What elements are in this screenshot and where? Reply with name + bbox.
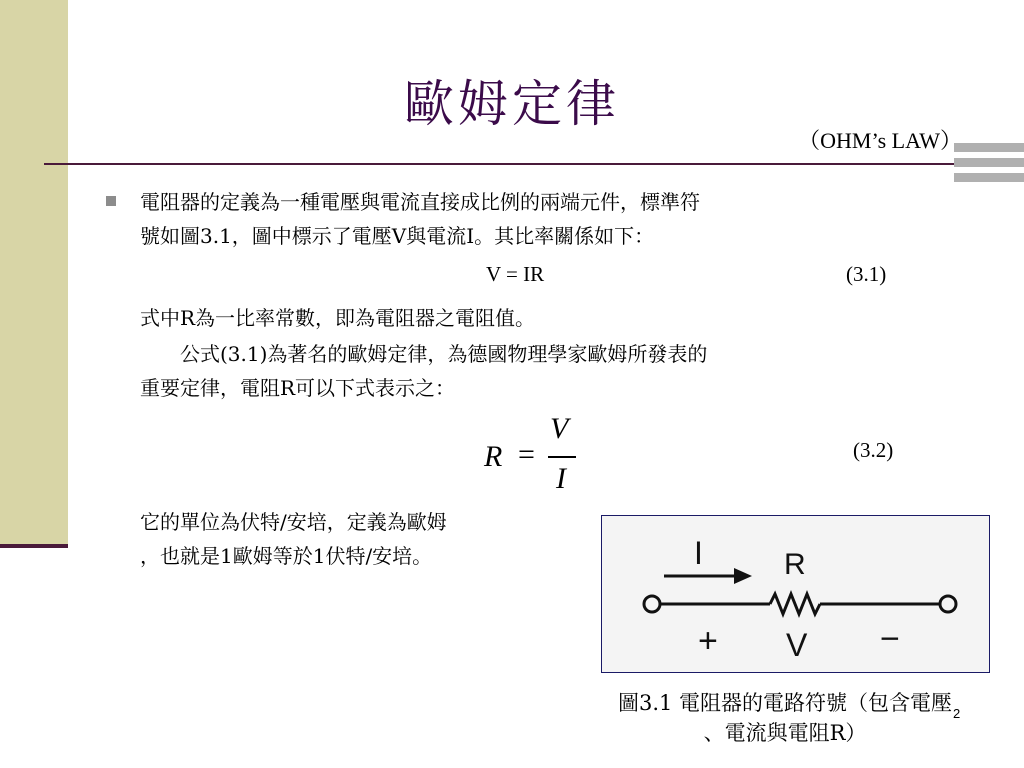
current-arrow-head-icon bbox=[734, 568, 752, 584]
figure-caption bbox=[560, 688, 1010, 748]
para2-line-1: 式中R為一比率常數，即為電阻器之電阻值。 bbox=[140, 306, 536, 330]
equation-2-denominator: I bbox=[556, 462, 566, 495]
page-number: 2 bbox=[953, 706, 961, 721]
terminal-right-icon bbox=[940, 596, 956, 612]
equation-2 bbox=[482, 412, 582, 502]
left-accent-divider bbox=[0, 544, 68, 548]
minus-label: − bbox=[880, 620, 900, 658]
caption-line-2: 、電流與電阻R） bbox=[703, 721, 867, 745]
fraction-bar bbox=[548, 456, 576, 458]
body-line-1: 電阻器的定義為一種電壓與電流直接成比例的兩端元件，標準符 bbox=[140, 190, 700, 214]
resistor-label: R bbox=[784, 548, 806, 581]
slide-title: 歐姆定律 bbox=[404, 75, 620, 133]
current-label: I bbox=[694, 535, 703, 571]
para2-line-2: 公式(3.1)為著名的歐姆定律，為德國物理學家歐姆所發表的 bbox=[140, 342, 708, 366]
equation-2-numerator: V bbox=[550, 412, 569, 445]
resistor-circuit-diagram bbox=[602, 516, 989, 672]
voltage-label: V bbox=[786, 627, 808, 663]
decor-gray-bar-2 bbox=[954, 158, 1024, 167]
para3-line-1: 它的單位為伏特/安培，定義為歐姆 bbox=[140, 510, 447, 534]
body-line-2: 號如圖3.1，圖中標示了電壓V與電流I。其比率關係如下： bbox=[140, 224, 655, 248]
equation-1-number: (3.1) bbox=[846, 262, 887, 286]
decor-gray-bar-3 bbox=[954, 173, 1024, 182]
caption-line-1: 圖3.1 電阻器的電路符號（包含電壓 bbox=[617, 691, 953, 715]
plus-label: + bbox=[698, 622, 718, 660]
resistor-zigzag-icon bbox=[770, 594, 820, 614]
para2-line-3: 重要定律，電阻R可以下式表示之： bbox=[140, 376, 456, 400]
bullet-square-icon bbox=[106, 196, 116, 206]
resistor-circuit-figure bbox=[601, 515, 990, 673]
terminal-left-icon bbox=[644, 596, 660, 612]
decor-gray-bar-1 bbox=[954, 143, 1024, 152]
equation-2-lhs: R bbox=[484, 440, 503, 473]
equation-2-number: (3.2) bbox=[853, 438, 894, 462]
equation-2-equals: = bbox=[518, 438, 535, 471]
para3-line-2: ，也就是1歐姆等於1伏特/安培。 bbox=[140, 544, 433, 568]
slide-subtitle: （OHM’s LAW） bbox=[798, 128, 962, 153]
title-divider bbox=[44, 163, 974, 165]
equation-1: V = IR bbox=[486, 262, 545, 286]
